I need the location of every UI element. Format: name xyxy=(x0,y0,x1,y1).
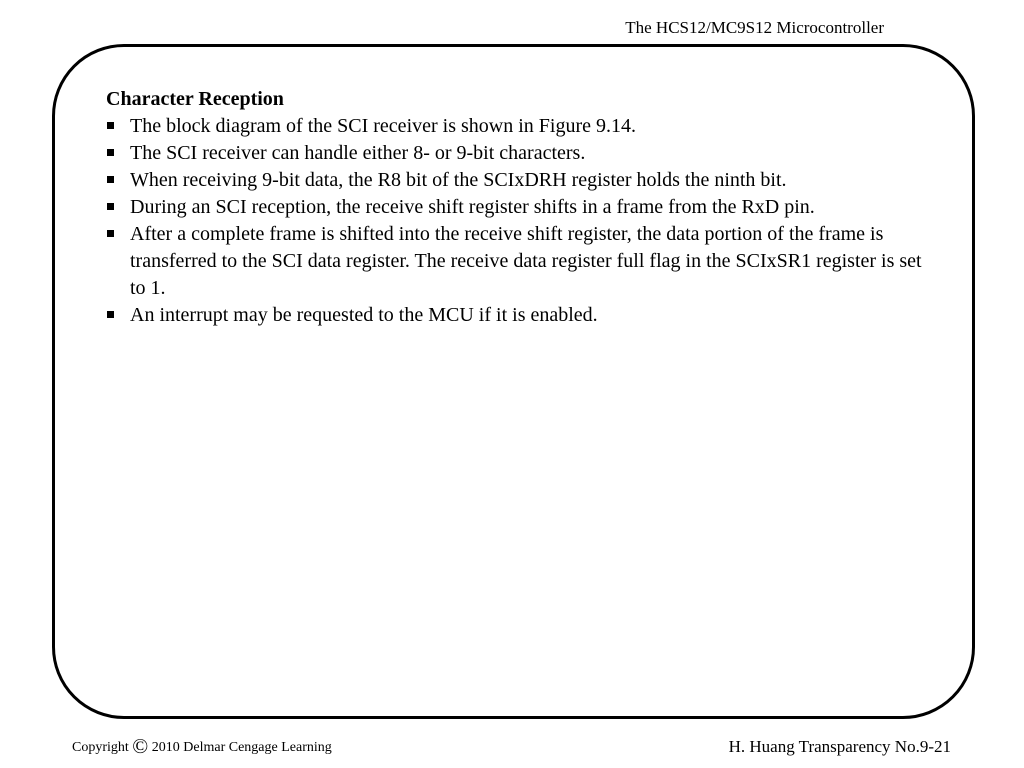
square-bullet-icon xyxy=(107,203,114,210)
bullet-item xyxy=(106,140,926,167)
square-bullet-icon xyxy=(107,311,114,318)
section-heading: Character Reception xyxy=(106,88,284,110)
bullet-text: After a complete frame is shifted into the receive shift register, the data portion of the frame is transferred to the SCI data register. The receive data register full flag in the SCIxSR1 register is set to 1. xyxy=(130,223,922,299)
bullet-text: During an SCI reception, the receive shift register shifts in a frame from the RxD pin. xyxy=(130,196,815,218)
transparency-number: H. Huang Transparency No.9-21 xyxy=(728,737,951,756)
bullet-item xyxy=(106,167,926,194)
bullet-item xyxy=(106,221,926,302)
square-bullet-icon xyxy=(107,122,114,129)
bullet-item xyxy=(106,302,926,329)
bullet-text: The SCI receiver can handle either 8- or 9-bit characters. xyxy=(130,142,586,164)
bullet-text: When receiving 9-bit data, the R8 bit of the SCIxDRH register holds the ninth bit. xyxy=(130,169,787,191)
copyright-label: Copyright xyxy=(72,740,129,755)
bullet-item xyxy=(106,113,926,140)
bullet-item xyxy=(106,194,926,221)
square-bullet-icon xyxy=(107,149,114,156)
bullet-text: The block diagram of the SCI receiver is shown in Figure 9.14. xyxy=(130,115,636,137)
slide-content xyxy=(106,86,926,329)
copyright-notice xyxy=(72,736,332,758)
slide-header-title: The HCS12/MC9S12 Microcontroller xyxy=(625,18,884,37)
copyright-text: 2010 Delmar Cengage Learning xyxy=(151,740,332,755)
square-bullet-icon xyxy=(107,176,114,183)
bullet-list xyxy=(106,113,926,329)
square-bullet-icon xyxy=(107,230,114,237)
copyright-symbol-icon: © xyxy=(132,734,149,758)
bullet-text: An interrupt may be requested to the MCU if it is enabled. xyxy=(130,304,598,326)
